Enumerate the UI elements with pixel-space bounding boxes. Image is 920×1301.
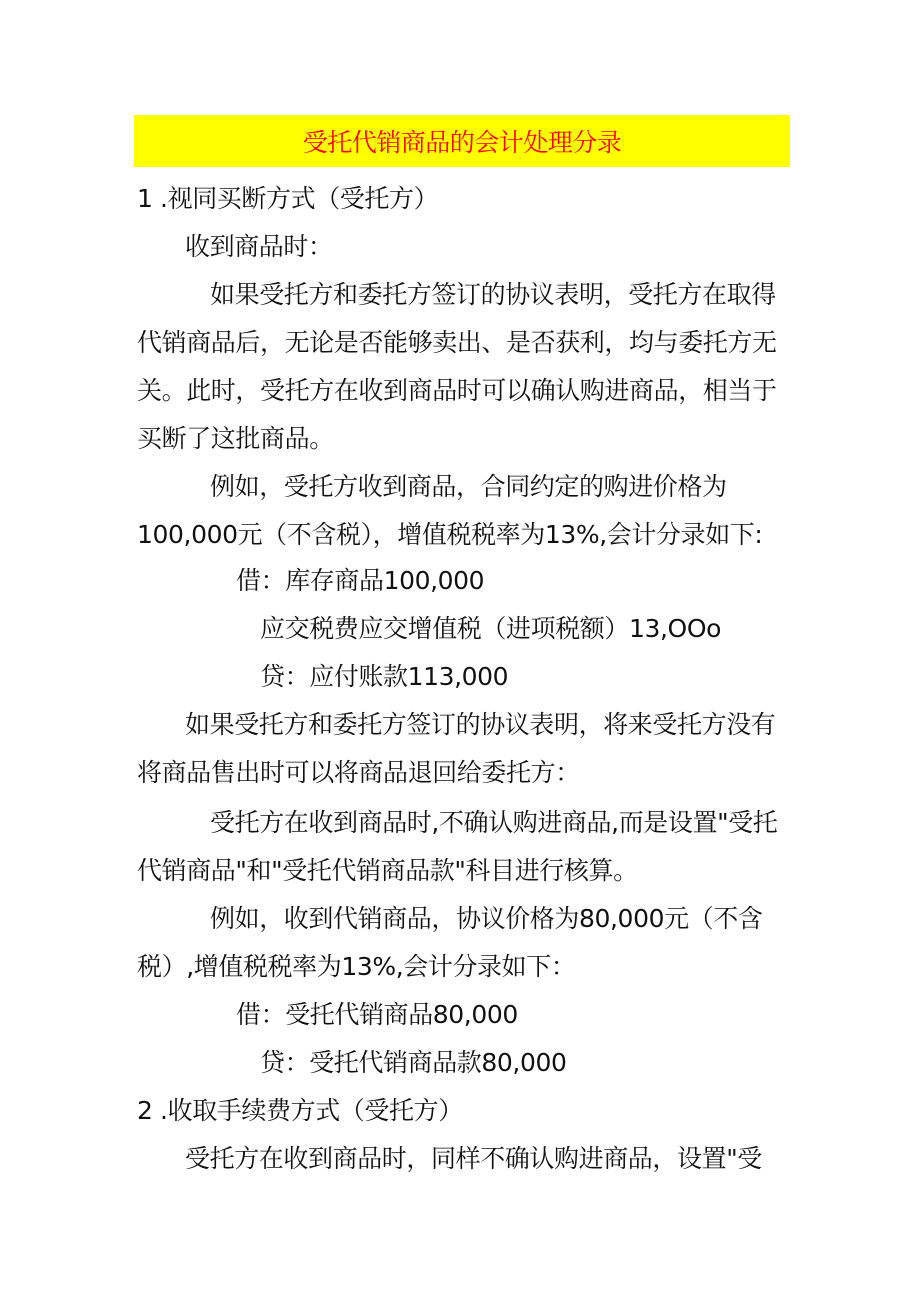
- paragraph-line: 例如，受托方收到商品，合同约定的购进价格为: [210, 472, 727, 501]
- paragraph-line: 关。此时，受托方在收到商品时可以确认购进商品，相当于: [137, 376, 777, 405]
- paragraph-line: 如果受托方和委托方签订的协议表明，将来受托方没有: [185, 710, 776, 739]
- paragraph-line: 代销商品"和"受托代销商品款"科目进行核算。: [137, 856, 638, 885]
- journal-entry-debit: 借：受托代销商品80,000: [236, 1000, 518, 1029]
- paragraph-line: 收到商品时：: [185, 232, 333, 261]
- journal-entry-credit: 贷：应付账款113,000: [260, 662, 509, 691]
- paragraph-line: 将商品售出时可以将商品退回给委托方：: [137, 758, 580, 787]
- section-heading-1: 1 .视同买断方式（受托方）: [137, 184, 439, 213]
- paragraph-line: 如果受托方和委托方签订的协议表明，受托方在取得: [210, 280, 776, 309]
- document-title: 受托代销商品的会计处理分录: [134, 115, 790, 167]
- journal-entry-debit: 借：库存商品100,000: [236, 566, 485, 595]
- paragraph-line: 例如，收到代销商品，协议价格为80,000元（不含: [210, 904, 763, 933]
- journal-entry-credit: 贷：受托代销商品款80,000: [260, 1048, 567, 1077]
- paragraph-line: 税）,增值税税率为13%,会计分录如下：: [137, 952, 576, 981]
- paragraph-line: 代销商品后，无论是否能够卖出、是否获利，均与委托方无: [137, 328, 777, 357]
- paragraph-line: 受托方在收到商品时,不确认购进商品,而是设置"受托: [210, 808, 778, 837]
- paragraph-line: 受托方在收到商品时，同样不确认购进商品，设置"受: [185, 1144, 762, 1173]
- section-heading-2: 2 .收取手续费方式（受托方）: [137, 1096, 463, 1125]
- journal-entry-debit: 应交税费应交增值税（进项税额）13,OOo: [260, 614, 722, 643]
- paragraph-line: 买断了这批商品。: [137, 424, 334, 453]
- paragraph-line: 100,000元（不含税），增值税税率为13%,会计分录如下:: [137, 520, 763, 549]
